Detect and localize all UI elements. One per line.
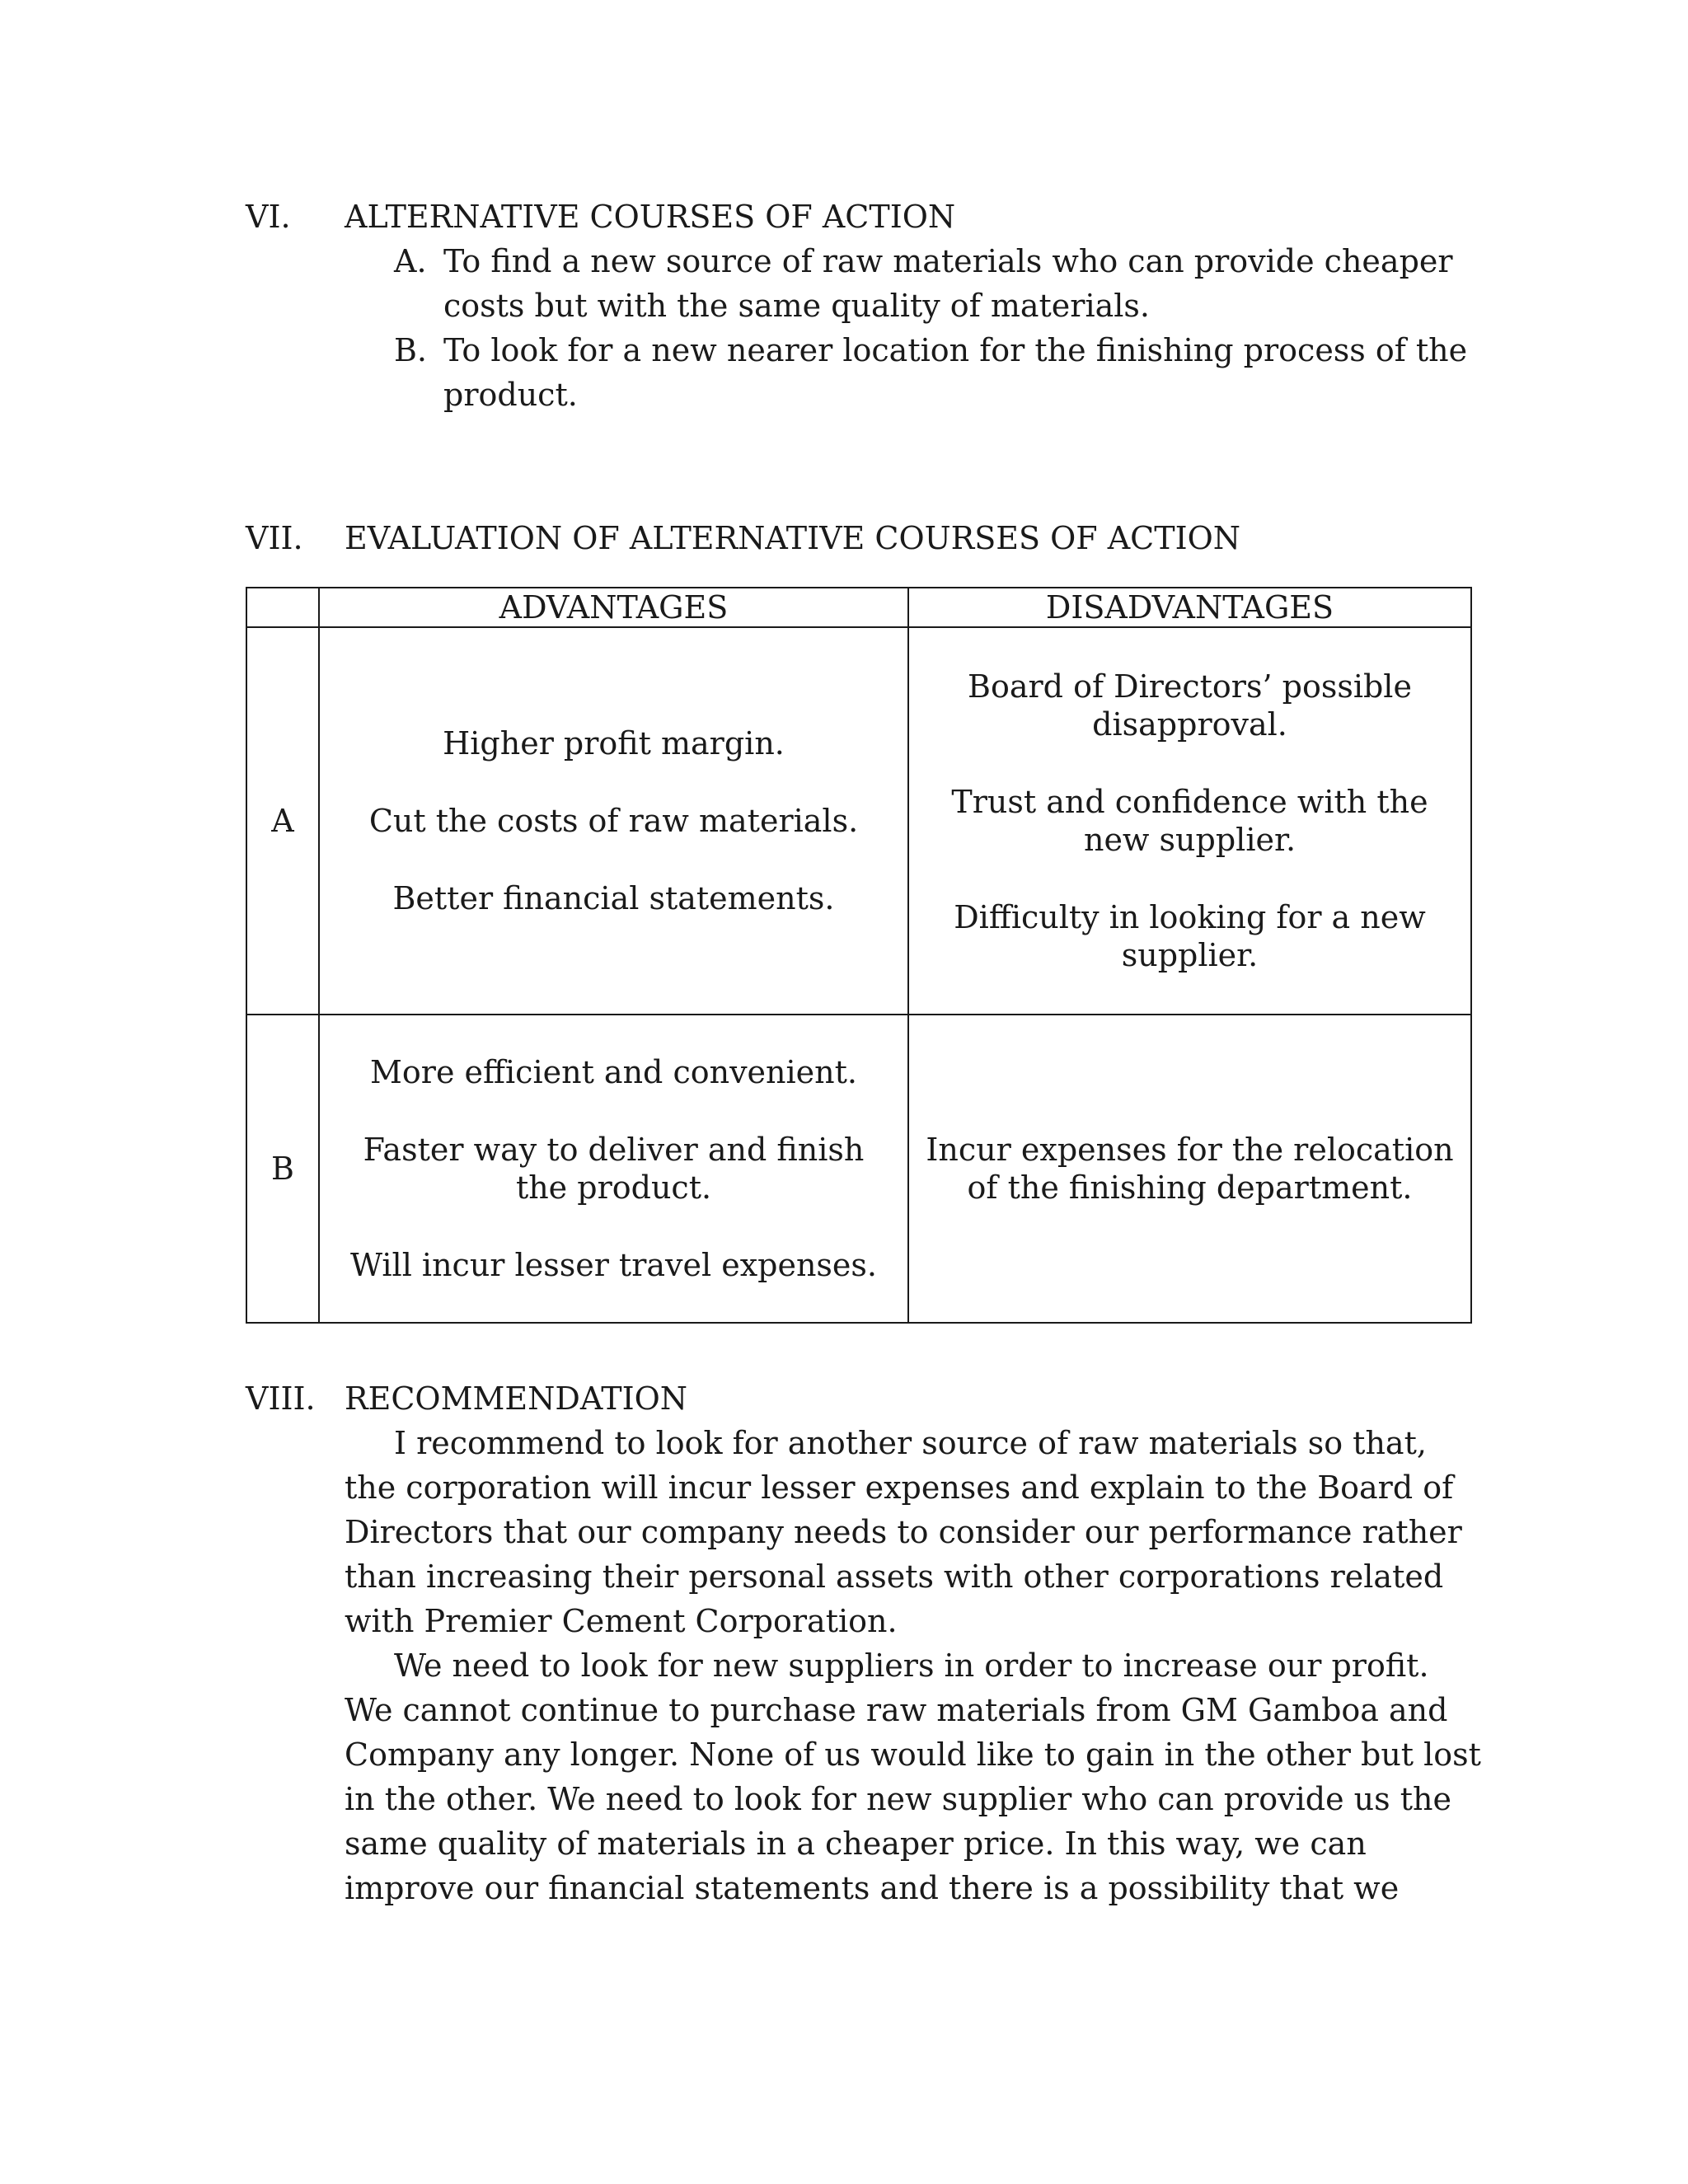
table-header-blank bbox=[246, 588, 319, 627]
advantage-item: Will incur lesser travel expenses. bbox=[350, 1247, 877, 1283]
row-label: A bbox=[246, 627, 319, 1015]
alternative-text: To find a new source of raw materials who can provide cheaper costs but with the same quality of materials. bbox=[443, 243, 1453, 324]
advantage-item: Higher profit margin. bbox=[443, 725, 785, 762]
table-header-row bbox=[246, 588, 1471, 627]
alternative-text: To look for a new nearer location for the finishing process of the product. bbox=[443, 332, 1468, 413]
disadvantage-item: Incur expenses for the relocation of the finishing department. bbox=[926, 1132, 1454, 1206]
row-label: B bbox=[246, 1015, 319, 1323]
table-header-disadvantages: DISADVANTAGES bbox=[908, 588, 1471, 627]
section-vi-title: ALTERNATIVE COURSES OF ACTION bbox=[345, 199, 956, 235]
evaluation-table bbox=[246, 587, 1472, 1324]
advantages-cell bbox=[319, 1015, 908, 1323]
alternative-letter: A. bbox=[394, 243, 427, 279]
advantage-item: Better financial statements. bbox=[392, 880, 835, 916]
advantage-item: Cut the costs of raw materials. bbox=[368, 803, 859, 839]
table-row-b bbox=[246, 1015, 1471, 1323]
recommendation-body bbox=[345, 1421, 1482, 1910]
recommendation-paragraph: I recommend to look for another source of raw materials so that, the corporation will incur lesser expenses and explain to the Board of Directors that our company needs to consider our performance rather than increasing their personal assets with other corporations related with Premier Cement Corporation. bbox=[345, 1425, 1462, 1639]
disadvantage-item: Trust and confidence with the new supplier. bbox=[951, 784, 1428, 858]
disadvantages-cell bbox=[908, 627, 1471, 1015]
section-vii-title: EVALUATION OF ALTERNATIVE COURSES OF ACTION bbox=[345, 520, 1240, 556]
recommendation-paragraph: We need to look for new suppliers in order to increase our profit. We cannot continue to purchase raw materials from GM Gamboa and Company any longer. None of us would like to gain in the other but lost in the other. We need to look for new supplier who can provide us the same quality of materials in a cheaper price. In this way, we can improve our financial statements and there is a possibility that we bbox=[345, 1647, 1481, 1906]
alternative-letter: B. bbox=[394, 332, 428, 368]
section-vi-number: VI. bbox=[246, 199, 291, 235]
disadvantage-item: Difficulty in looking for a new supplier. bbox=[954, 899, 1426, 973]
disadvantage-item: Board of Directors’ possible disapproval. bbox=[968, 668, 1412, 743]
section-viii-title: RECOMMENDATION bbox=[345, 1380, 687, 1417]
advantage-item: Faster way to deliver and finish the product. bbox=[363, 1132, 865, 1206]
advantages-cell bbox=[319, 627, 908, 1015]
section-vii-number: VII. bbox=[246, 520, 303, 556]
table-row-a bbox=[246, 627, 1471, 1015]
advantage-item: More efficient and convenient. bbox=[370, 1054, 857, 1090]
disadvantages-cell bbox=[908, 1015, 1471, 1323]
section-viii-number: VIII. bbox=[246, 1380, 316, 1417]
table-header-advantages: ADVANTAGES bbox=[319, 588, 908, 627]
